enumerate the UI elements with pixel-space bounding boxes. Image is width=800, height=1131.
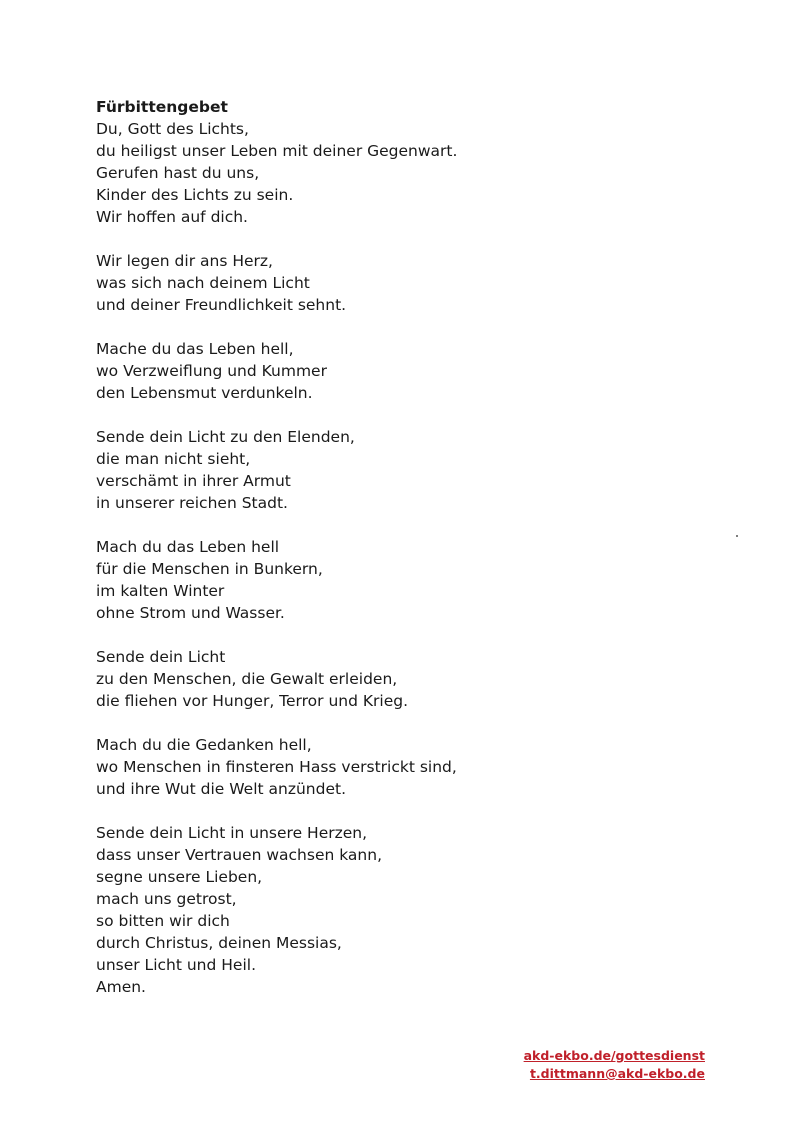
prayer-title: Fürbittengebet [96,98,228,116]
stanza [96,338,696,404]
prayer-line: Wir hoffen auf dich. [96,208,248,226]
stanza [96,118,696,228]
prayer-text [96,96,696,1020]
footer-links [524,1047,705,1083]
prayer-line: wo Menschen in finsteren Hass verstrickt sind, [96,758,457,776]
prayer-line: segne unsere Lieben, [96,868,263,886]
prayer-line: und deiner Freundlichkeit sehnt. [96,296,347,314]
prayer-line: Sende dein Licht [96,648,226,666]
stanza-list [96,118,696,998]
prayer-line: die fliehen vor Hunger, Terror und Krieg. [96,692,409,710]
prayer-line: was sich nach deinem Licht [96,274,310,292]
prayer-line: durch Christus, deinen Messias, [96,934,342,952]
prayer-line: Mach du die Gedanken hell, [96,736,312,754]
prayer-line: für die Menschen in Bunkern, [96,560,323,578]
prayer-line: Gerufen hast du uns, [96,164,260,182]
prayer-line: ohne Strom und Wasser. [96,604,285,622]
prayer-line: Du, Gott des Lichts, [96,120,249,138]
prayer-line: unser Licht und Heil. [96,956,256,974]
email-link[interactable]: t.dittmann@akd-ekbo.de [529,1066,705,1081]
stanza [96,822,696,998]
prayer-line: du heiligst unser Leben mit deiner Gegenwart. [96,142,458,160]
stanza [96,646,696,712]
prayer-line: so bitten wir dich [96,912,230,930]
stanza [96,426,696,514]
website-link[interactable]: akd-ekbo.de/gottesdienst [523,1048,705,1063]
prayer-line: verschämt in ihrer Armut [96,472,291,490]
stray-dot [736,535,738,537]
prayer-line: Wir legen dir ans Herz, [96,252,273,270]
stanza [96,734,696,800]
prayer-line: zu den Menschen, die Gewalt erleiden, [96,670,398,688]
prayer-line: Sende dein Licht zu den Elenden, [96,428,355,446]
stanza [96,536,696,624]
prayer-line: Kinder des Lichts zu sein. [96,186,294,204]
prayer-line: Mach du das Leben hell [96,538,280,556]
prayer-line: Sende dein Licht in unsere Herzen, [96,824,368,842]
prayer-line: mach uns getrost, [96,890,237,908]
stanza [96,250,696,316]
prayer-line: im kalten Winter [96,582,225,600]
prayer-line: in unserer reichen Stadt. [96,494,288,512]
prayer-line: wo Verzweiflung und Kummer [96,362,327,380]
prayer-line: dass unser Vertrauen wachsen kann, [96,846,383,864]
prayer-line: den Lebensmut verdunkeln. [96,384,313,402]
prayer-line: und ihre Wut die Welt anzündet. [96,780,346,798]
prayer-line: Amen. [96,978,146,996]
prayer-line: die man nicht sieht, [96,450,251,468]
prayer-line: Mache du das Leben hell, [96,340,294,358]
